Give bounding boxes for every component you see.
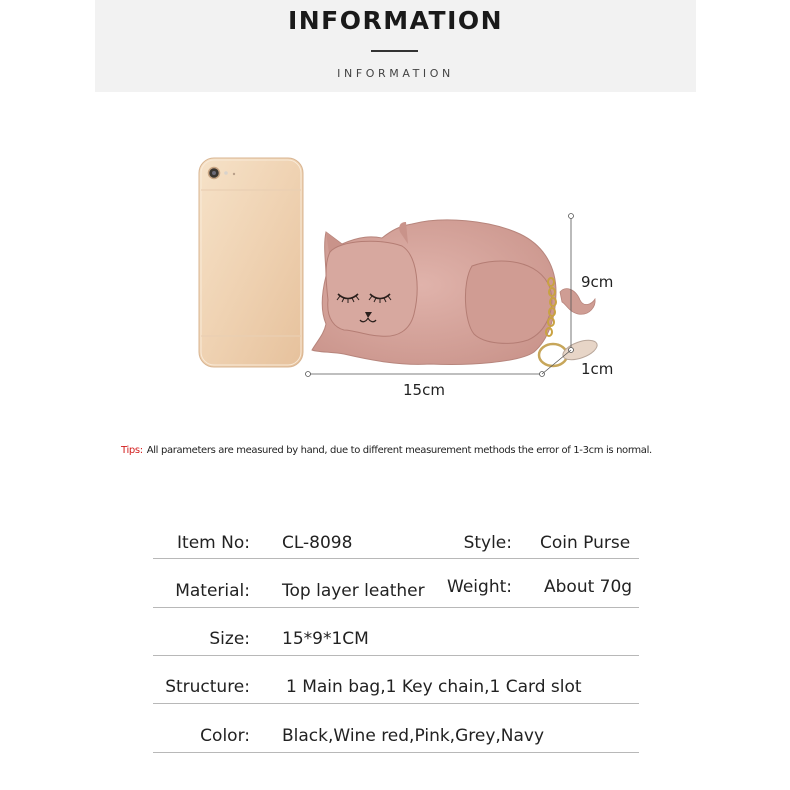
row-divider [153,703,639,704]
structure-value: 1 Main bag,1 Key chain,1 Card slot [286,677,582,697]
material-label: Material: [175,581,250,601]
item-no-label: Item No: [177,533,250,553]
size-value: 15*9*1CM [282,629,369,649]
tips-text: All parameters are measured by hand, due to different measurement methods the error of 1-3cm is normal. [146,445,652,456]
weight-value: About 70g [544,577,633,597]
tips-label: Tips: [121,445,143,456]
depth-dimension-label: 1cm [581,360,614,378]
height-dimension-label: 9cm [581,273,614,291]
size-label: Size: [209,629,250,649]
row-divider [153,752,639,753]
style-label: Style: [463,533,512,553]
color-label: Color: [200,726,250,746]
item-no-value: CL-8098 [282,533,353,553]
row-divider [153,655,639,656]
row-divider [153,558,639,559]
row-divider [153,607,639,608]
cat-coin-purse-icon [312,220,600,366]
page-subtitle: INFORMATION [337,67,454,80]
phone-icon [199,158,303,367]
width-dimension-label: 15cm [403,381,445,399]
structure-label: Structure: [165,677,250,697]
style-value: Coin Purse [540,533,631,553]
tips-note [121,445,652,456]
color-value: Black,Wine red,Pink,Grey,Navy [282,726,545,746]
page-title: INFORMATION [287,6,504,35]
weight-label: Weight: [447,577,512,597]
material-value: Top layer leather [282,581,425,601]
